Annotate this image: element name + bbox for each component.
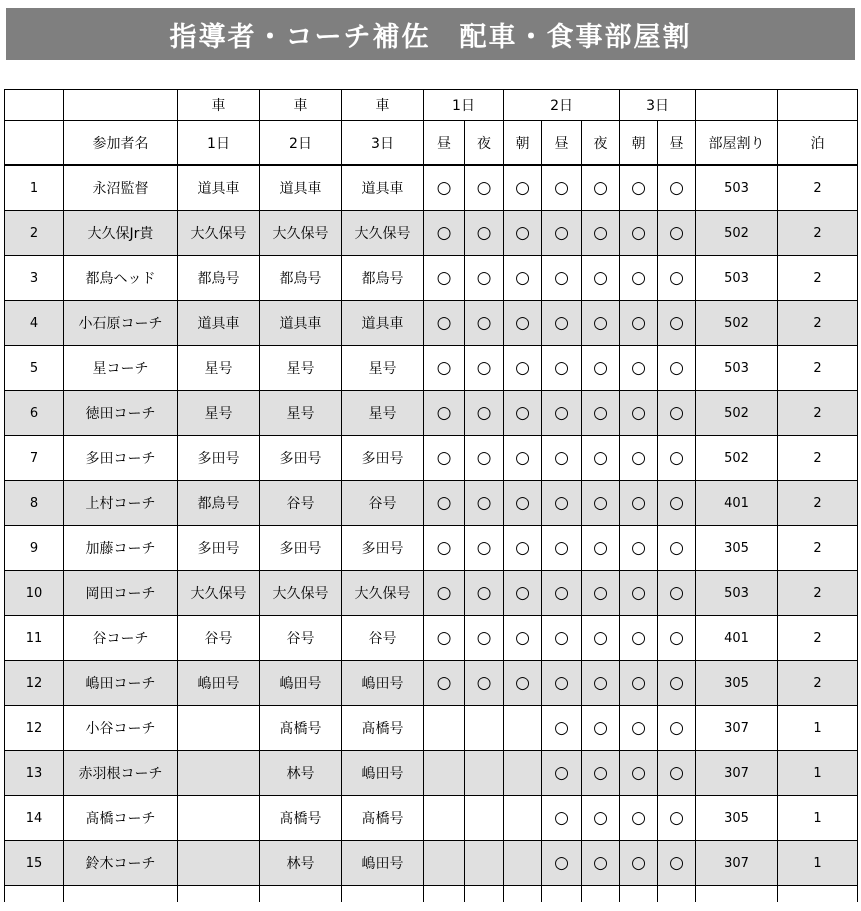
meal-d2-dinner: ○: [582, 211, 620, 256]
header-no: [5, 121, 64, 166]
car-day3: 道具車: [342, 301, 424, 346]
meal-d2-lunch: ○: [542, 256, 582, 301]
meal-d1-lunch: ○: [424, 301, 465, 346]
meal-d3-lunch: ○: [658, 706, 696, 751]
meal-d3-lunch: ○: [658, 256, 696, 301]
meal-d2-dinner: ○: [582, 661, 620, 706]
meal-d1-lunch: [424, 796, 465, 841]
meal-d1-lunch: [424, 841, 465, 886]
car-day2: 髙橋号: [260, 796, 342, 841]
nights-count: 2: [778, 256, 858, 301]
meal-d2-dinner: ○: [582, 751, 620, 796]
nights-count: 1: [778, 751, 858, 796]
meal-d1-lunch: ○: [424, 481, 465, 526]
meal-d3-lunch: ○: [658, 301, 696, 346]
empty-cell: [504, 886, 542, 903]
meal-d3-lunch: ○: [658, 211, 696, 256]
room-number: 305: [696, 661, 778, 706]
header-d1-dinner: 夜: [465, 121, 504, 166]
car-day1: 嶋田号: [178, 661, 260, 706]
meal-d1-dinner: ○: [465, 661, 504, 706]
nights-count: 1: [778, 706, 858, 751]
meal-d3-lunch: ○: [658, 346, 696, 391]
participant-name: 上村コーチ: [64, 481, 178, 526]
meal-d2-dinner: ○: [582, 571, 620, 616]
meal-d1-dinner: ○: [465, 165, 504, 211]
meal-d3-lunch: ○: [658, 571, 696, 616]
participant-name: 小石原コーチ: [64, 301, 178, 346]
row-number: 5: [5, 346, 64, 391]
table-row: [5, 165, 858, 211]
table-row: [5, 571, 858, 616]
nights-count: 2: [778, 616, 858, 661]
car-day1: 多田号: [178, 436, 260, 481]
meal-d2-lunch: ○: [542, 165, 582, 211]
participant-name: 永沼監督: [64, 165, 178, 211]
car-day3: 谷号: [342, 481, 424, 526]
car-day3: 星号: [342, 391, 424, 436]
nights-count: 2: [778, 481, 858, 526]
header-d1-lunch: 昼: [424, 121, 465, 166]
meal-d2-breakfast: ○: [504, 481, 542, 526]
table-row: [5, 706, 858, 751]
meal-d3-breakfast: ○: [620, 391, 658, 436]
meal-d3-breakfast: ○: [620, 436, 658, 481]
nights-count: 2: [778, 526, 858, 571]
meal-d2-lunch: ○: [542, 751, 582, 796]
meal-d2-breakfast: [504, 751, 542, 796]
car-day3: 嶋田号: [342, 751, 424, 796]
meal-d2-dinner: ○: [582, 481, 620, 526]
meal-d2-breakfast: ○: [504, 165, 542, 211]
meal-d2-breakfast: ○: [504, 346, 542, 391]
car-day1: [178, 706, 260, 751]
meal-d1-lunch: [424, 706, 465, 751]
header-car3: 3日: [342, 121, 424, 166]
meal-d2-breakfast: ○: [504, 661, 542, 706]
empty-cell: [5, 886, 64, 903]
meal-d2-breakfast: [504, 706, 542, 751]
empty-cell: [542, 886, 582, 903]
meal-d3-lunch: ○: [658, 661, 696, 706]
car-day2: 都鳥号: [260, 256, 342, 301]
room-number: 502: [696, 391, 778, 436]
meal-d1-lunch: ○: [424, 436, 465, 481]
meal-d3-breakfast: ○: [620, 571, 658, 616]
empty-cell: [658, 886, 696, 903]
table-row: [5, 661, 858, 706]
header-d3-breakfast: 朝: [620, 121, 658, 166]
meal-d2-dinner: ○: [582, 165, 620, 211]
header-day1: 1日: [424, 90, 504, 121]
meal-d1-lunch: ○: [424, 256, 465, 301]
header-car-day2: 車: [260, 90, 342, 121]
meal-d2-breakfast: ○: [504, 436, 542, 481]
nights-count: 2: [778, 436, 858, 481]
car-day1: 谷号: [178, 616, 260, 661]
car-day2: 多田号: [260, 436, 342, 481]
meal-d2-lunch: ○: [542, 616, 582, 661]
header-d2-lunch: 昼: [542, 121, 582, 166]
room-number: 307: [696, 841, 778, 886]
meal-d1-dinner: ○: [465, 391, 504, 436]
participant-name: 小谷コーチ: [64, 706, 178, 751]
meal-d3-breakfast: ○: [620, 526, 658, 571]
nights-count: 2: [778, 211, 858, 256]
car-day2: 道具車: [260, 301, 342, 346]
nights-count: 2: [778, 165, 858, 211]
meal-d2-lunch: ○: [542, 481, 582, 526]
empty-cell: [342, 886, 424, 903]
row-number: 4: [5, 301, 64, 346]
meal-d1-dinner: ○: [465, 616, 504, 661]
row-number: 3: [5, 256, 64, 301]
meal-d3-lunch: ○: [658, 526, 696, 571]
car-day2: 星号: [260, 391, 342, 436]
meal-d2-breakfast: ○: [504, 616, 542, 661]
meal-d2-breakfast: ○: [504, 211, 542, 256]
meal-d3-lunch: ○: [658, 796, 696, 841]
meal-d3-breakfast: ○: [620, 481, 658, 526]
car-day3: 多田号: [342, 436, 424, 481]
room-number: 307: [696, 706, 778, 751]
header-blank: [64, 90, 178, 121]
car-day2: 大久保号: [260, 571, 342, 616]
meal-d2-dinner: ○: [582, 436, 620, 481]
meal-d1-lunch: ○: [424, 346, 465, 391]
participant-name: 都鳥ヘッド: [64, 256, 178, 301]
row-number: 1: [5, 165, 64, 211]
table-row: [5, 211, 858, 256]
car-day1: 多田号: [178, 526, 260, 571]
meal-d2-breakfast: ○: [504, 301, 542, 346]
row-number: 15: [5, 841, 64, 886]
header-blank: [778, 90, 858, 121]
table-row: [5, 796, 858, 841]
meal-d3-breakfast: ○: [620, 751, 658, 796]
meal-d1-lunch: ○: [424, 661, 465, 706]
car-day3: 髙橋号: [342, 706, 424, 751]
meal-d1-lunch: ○: [424, 526, 465, 571]
participant-name: 谷コーチ: [64, 616, 178, 661]
meal-d1-dinner: [465, 796, 504, 841]
header-day2: 2日: [504, 90, 620, 121]
nights-count: 1: [778, 796, 858, 841]
meal-d1-dinner: ○: [465, 526, 504, 571]
meal-d3-breakfast: ○: [620, 796, 658, 841]
meal-d1-dinner: ○: [465, 256, 504, 301]
car-day2: 嶋田号: [260, 661, 342, 706]
room-number: 401: [696, 616, 778, 661]
car-day3: 大久保号: [342, 571, 424, 616]
table-row: [5, 346, 858, 391]
meal-d3-lunch: ○: [658, 391, 696, 436]
meal-d2-lunch: ○: [542, 841, 582, 886]
meal-d1-dinner: [465, 751, 504, 796]
row-number: 8: [5, 481, 64, 526]
car-day3: 大久保号: [342, 211, 424, 256]
table-row: [5, 436, 858, 481]
meal-d3-lunch: ○: [658, 436, 696, 481]
participant-name: 嶋田コーチ: [64, 661, 178, 706]
header-room: 部屋割り: [696, 121, 778, 166]
row-number: 7: [5, 436, 64, 481]
meal-d1-dinner: ○: [465, 436, 504, 481]
meal-d2-dinner: ○: [582, 616, 620, 661]
meal-d3-breakfast: ○: [620, 706, 658, 751]
row-number: 12: [5, 661, 64, 706]
car-day3: 谷号: [342, 616, 424, 661]
car-day1: 都鳥号: [178, 256, 260, 301]
nights-count: 2: [778, 346, 858, 391]
car-day3: 嶋田号: [342, 661, 424, 706]
meal-d2-dinner: ○: [582, 391, 620, 436]
header-d2-breakfast: 朝: [504, 121, 542, 166]
nights-count: 2: [778, 661, 858, 706]
car-day3: 都鳥号: [342, 256, 424, 301]
meal-d2-breakfast: ○: [504, 526, 542, 571]
meal-d1-lunch: ○: [424, 616, 465, 661]
table-row: [5, 526, 858, 571]
empty-cell: [64, 886, 178, 903]
table-row: [5, 616, 858, 661]
car-day1: 大久保号: [178, 571, 260, 616]
meal-d2-lunch: ○: [542, 436, 582, 481]
row-number: 9: [5, 526, 64, 571]
meal-d1-lunch: ○: [424, 211, 465, 256]
meal-d3-lunch: ○: [658, 165, 696, 211]
room-number: 305: [696, 526, 778, 571]
car-day3: 嶋田号: [342, 841, 424, 886]
header-d2-dinner: 夜: [582, 121, 620, 166]
meal-d2-lunch: ○: [542, 211, 582, 256]
room-number: 502: [696, 301, 778, 346]
header-car2: 2日: [260, 121, 342, 166]
meal-d1-dinner: ○: [465, 571, 504, 616]
row-number: 12: [5, 706, 64, 751]
table-row: [5, 751, 858, 796]
meal-d2-lunch: ○: [542, 661, 582, 706]
meal-d1-lunch: ○: [424, 165, 465, 211]
row-number: 13: [5, 751, 64, 796]
car-day2: 林号: [260, 751, 342, 796]
car-day1: [178, 841, 260, 886]
header-row-days: [5, 90, 858, 121]
meal-d3-breakfast: ○: [620, 841, 658, 886]
participant-name: 大久保Jr貴: [64, 211, 178, 256]
car-day3: 髙橋号: [342, 796, 424, 841]
table-row: [5, 391, 858, 436]
table-row-partial: [5, 886, 858, 903]
meal-d1-lunch: ○: [424, 391, 465, 436]
header-d3-lunch: 昼: [658, 121, 696, 166]
nights-count: 2: [778, 391, 858, 436]
meal-d2-lunch: ○: [542, 571, 582, 616]
room-number: 307: [696, 751, 778, 796]
table-row: [5, 481, 858, 526]
row-number: 14: [5, 796, 64, 841]
car-day1: [178, 751, 260, 796]
room-number: 305: [696, 796, 778, 841]
header-row-columns: [5, 121, 858, 166]
participant-name: 徳田コーチ: [64, 391, 178, 436]
empty-cell: [178, 886, 260, 903]
meal-d1-dinner: ○: [465, 301, 504, 346]
meal-d2-dinner: ○: [582, 526, 620, 571]
nights-count: 2: [778, 301, 858, 346]
meal-d3-breakfast: ○: [620, 165, 658, 211]
meal-d2-lunch: ○: [542, 301, 582, 346]
meal-d2-dinner: ○: [582, 796, 620, 841]
empty-cell: [582, 886, 620, 903]
meal-d2-lunch: ○: [542, 706, 582, 751]
empty-cell: [620, 886, 658, 903]
car-day3: 星号: [342, 346, 424, 391]
meal-d2-dinner: ○: [582, 346, 620, 391]
meal-d2-lunch: ○: [542, 796, 582, 841]
participant-name: 鈴木コーチ: [64, 841, 178, 886]
meal-d1-dinner: ○: [465, 211, 504, 256]
header-day3: 3日: [620, 90, 696, 121]
meal-d2-lunch: ○: [542, 346, 582, 391]
row-number: 11: [5, 616, 64, 661]
participant-name: 加藤コーチ: [64, 526, 178, 571]
meal-d3-lunch: ○: [658, 481, 696, 526]
car-day2: 髙橋号: [260, 706, 342, 751]
nights-count: 2: [778, 571, 858, 616]
page-title: 指導者・コーチ補佐 配車・食事部屋割: [6, 8, 855, 60]
meal-d1-dinner: [465, 841, 504, 886]
room-number: 502: [696, 211, 778, 256]
meal-d3-breakfast: ○: [620, 346, 658, 391]
meal-d1-lunch: ○: [424, 571, 465, 616]
row-number: 6: [5, 391, 64, 436]
meal-d2-breakfast: [504, 841, 542, 886]
header-car1: 1日: [178, 121, 260, 166]
room-number: 503: [696, 346, 778, 391]
empty-cell: [424, 886, 465, 903]
meal-d2-dinner: ○: [582, 256, 620, 301]
meal-d2-dinner: ○: [582, 301, 620, 346]
meal-d3-lunch: ○: [658, 751, 696, 796]
header-blank: [5, 90, 64, 121]
meal-d3-lunch: ○: [658, 841, 696, 886]
car-day1: 大久保号: [178, 211, 260, 256]
car-day2: 大久保号: [260, 211, 342, 256]
car-day2: 谷号: [260, 481, 342, 526]
meal-d3-breakfast: ○: [620, 211, 658, 256]
meal-d3-breakfast: ○: [620, 616, 658, 661]
row-number: 2: [5, 211, 64, 256]
meal-d1-dinner: ○: [465, 481, 504, 526]
room-number: 401: [696, 481, 778, 526]
empty-cell: [778, 886, 858, 903]
room-number: 502: [696, 436, 778, 481]
car-day2: 星号: [260, 346, 342, 391]
roster-table: [4, 89, 858, 902]
meal-d2-lunch: ○: [542, 526, 582, 571]
header-car-day1: 車: [178, 90, 260, 121]
meal-d3-lunch: ○: [658, 616, 696, 661]
header-name: 参加者名: [64, 121, 178, 166]
car-day3: 道具車: [342, 165, 424, 211]
nights-count: 1: [778, 841, 858, 886]
empty-cell: [696, 886, 778, 903]
car-day2: 林号: [260, 841, 342, 886]
header-nights: 泊: [778, 121, 858, 166]
meal-d2-breakfast: ○: [504, 256, 542, 301]
meal-d1-dinner: [465, 706, 504, 751]
car-day3: 多田号: [342, 526, 424, 571]
table-row: [5, 301, 858, 346]
participant-name: 岡田コーチ: [64, 571, 178, 616]
participant-name: 赤羽根コーチ: [64, 751, 178, 796]
car-day1: 道具車: [178, 301, 260, 346]
meal-d2-lunch: ○: [542, 391, 582, 436]
meal-d2-dinner: ○: [582, 706, 620, 751]
meal-d2-breakfast: ○: [504, 571, 542, 616]
room-number: 503: [696, 165, 778, 211]
meal-d2-breakfast: [504, 796, 542, 841]
row-number: 10: [5, 571, 64, 616]
car-day2: 谷号: [260, 616, 342, 661]
meal-d3-breakfast: ○: [620, 661, 658, 706]
participant-name: 星コーチ: [64, 346, 178, 391]
car-day1: 星号: [178, 391, 260, 436]
car-day1: [178, 796, 260, 841]
room-number: 503: [696, 256, 778, 301]
empty-cell: [260, 886, 342, 903]
meal-d2-breakfast: ○: [504, 391, 542, 436]
header-car-day3: 車: [342, 90, 424, 121]
car-day2: 道具車: [260, 165, 342, 211]
header-blank: [696, 90, 778, 121]
meal-d3-breakfast: ○: [620, 256, 658, 301]
participant-name: 多田コーチ: [64, 436, 178, 481]
meal-d3-breakfast: ○: [620, 301, 658, 346]
table-row: [5, 256, 858, 301]
room-number: 503: [696, 571, 778, 616]
empty-cell: [465, 886, 504, 903]
meal-d2-dinner: ○: [582, 841, 620, 886]
car-day1: 星号: [178, 346, 260, 391]
table-row: [5, 841, 858, 886]
car-day2: 多田号: [260, 526, 342, 571]
meal-d1-lunch: [424, 751, 465, 796]
car-day1: 道具車: [178, 165, 260, 211]
participant-name: 髙橋コーチ: [64, 796, 178, 841]
meal-d1-dinner: ○: [465, 346, 504, 391]
car-day1: 都鳥号: [178, 481, 260, 526]
